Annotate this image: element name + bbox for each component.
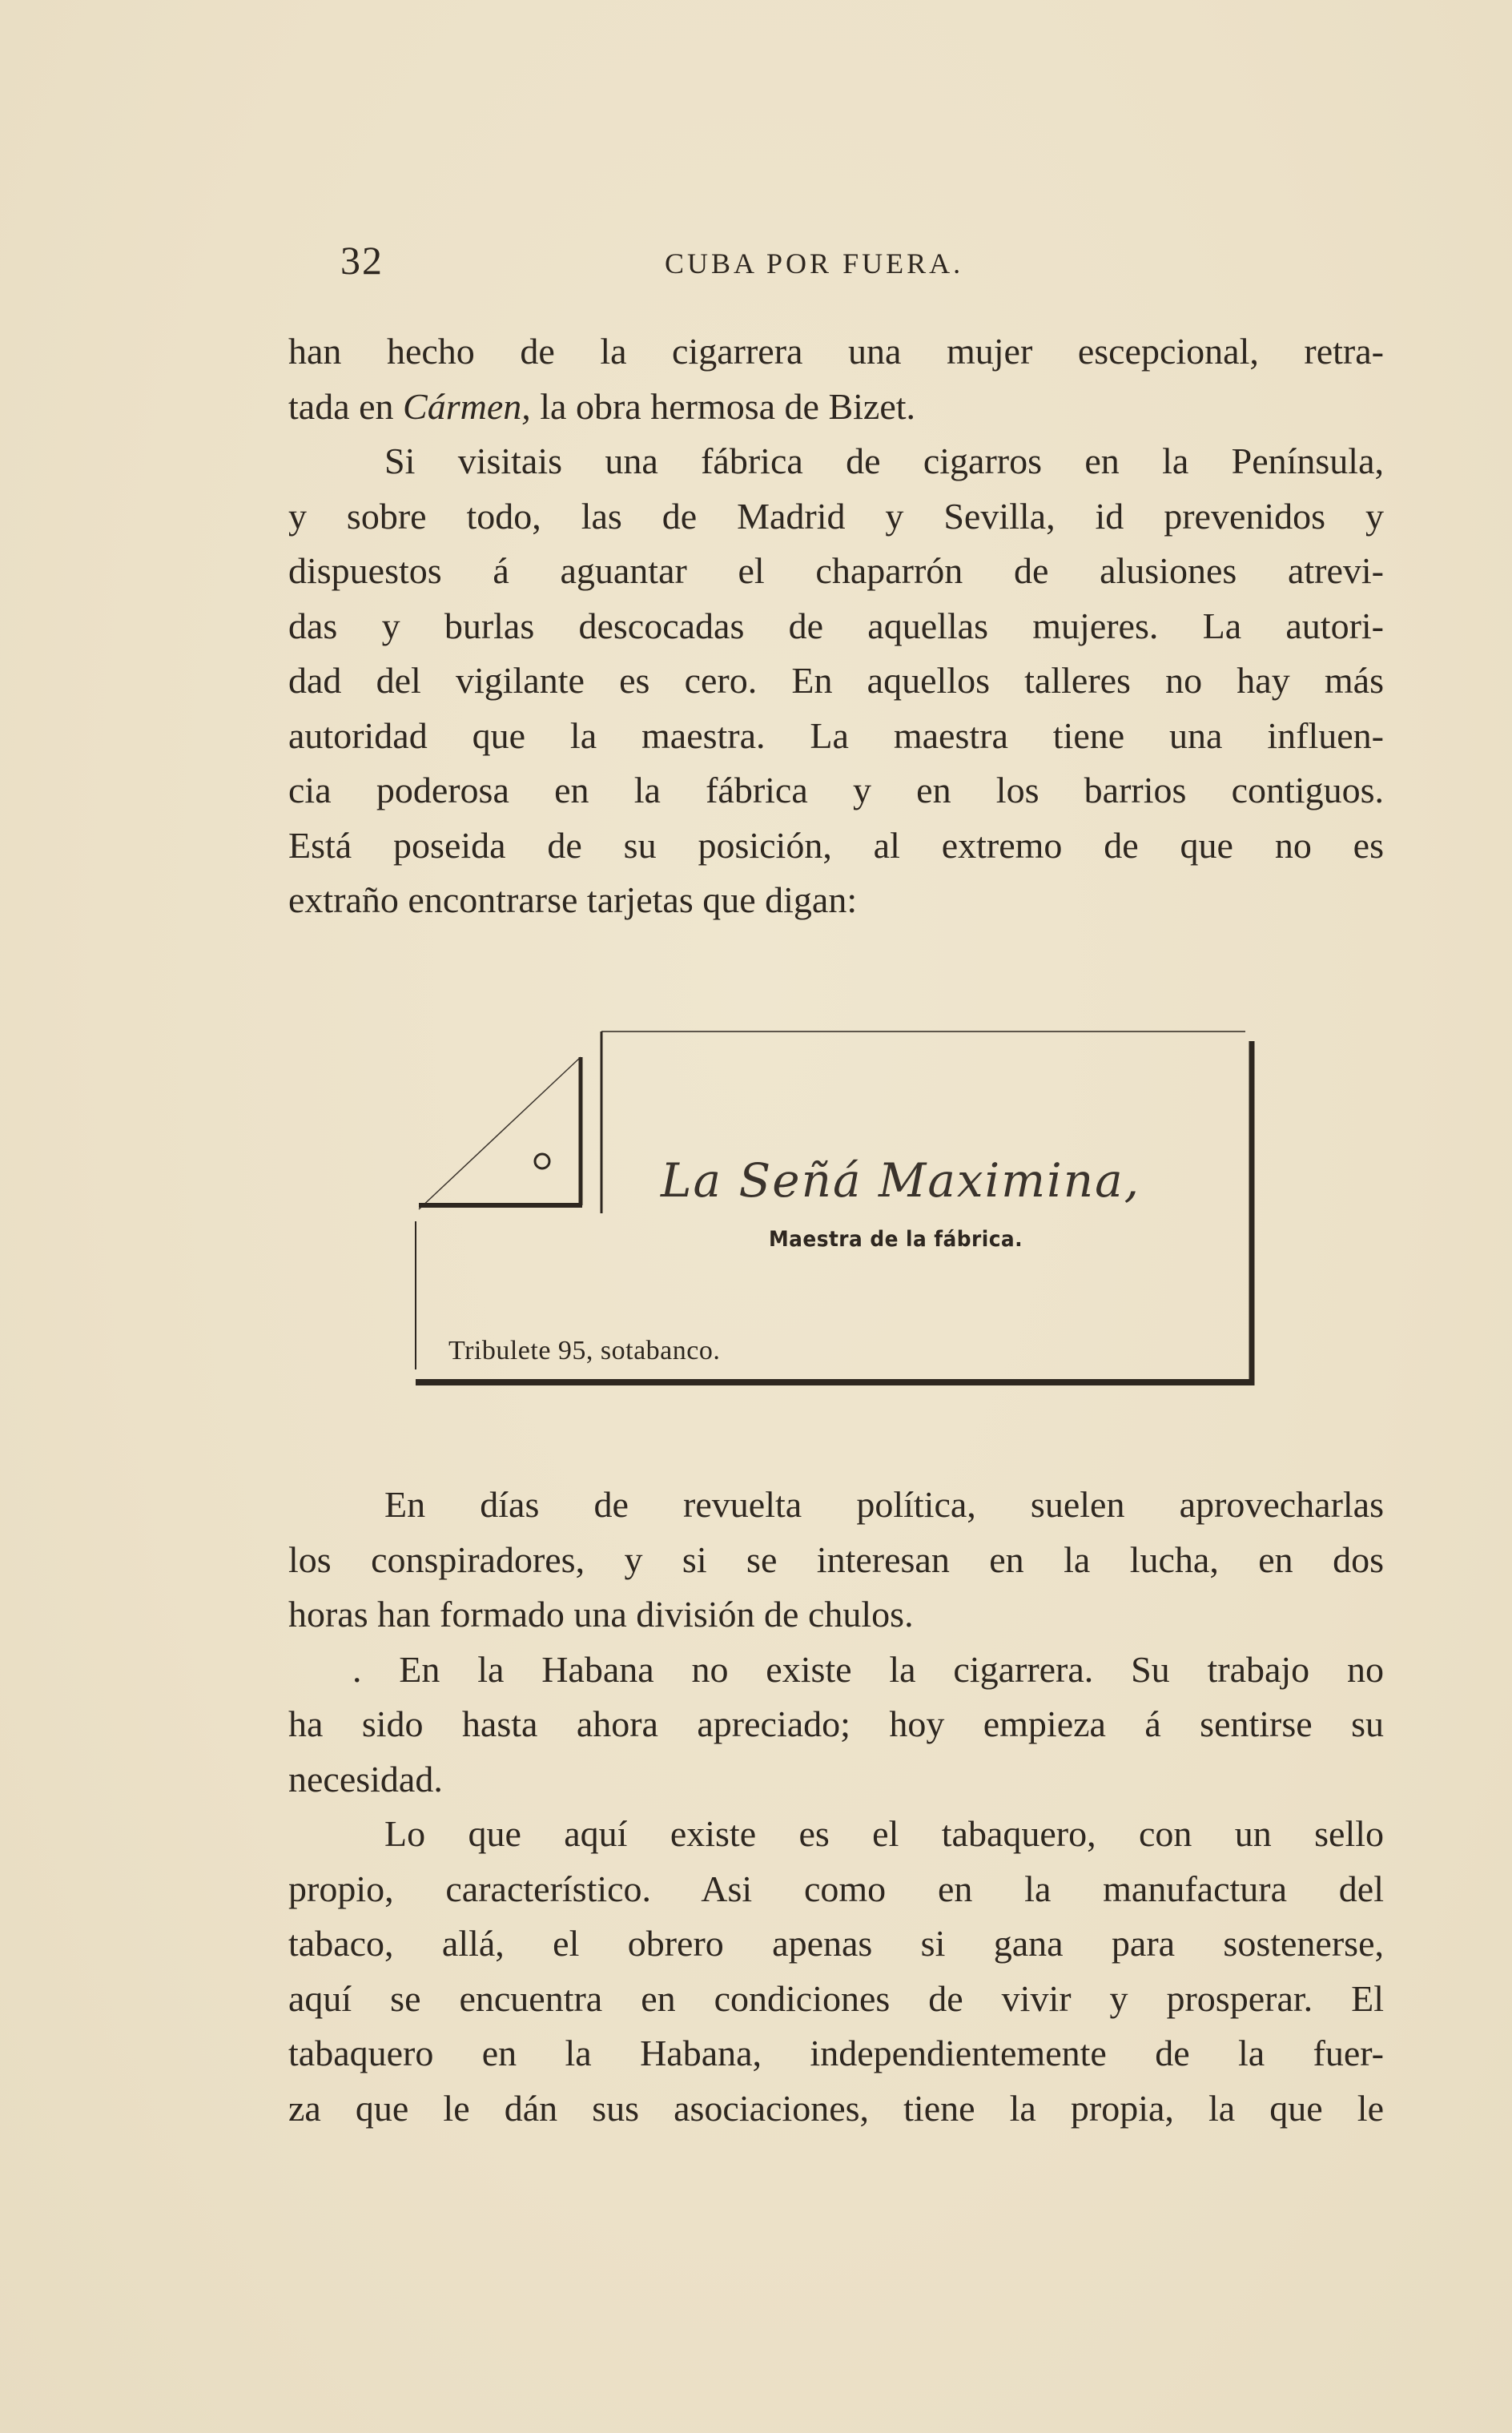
text-line: aquí se encuentra en condiciones de vivir y prosperar. El	[288, 1977, 1384, 2019]
card-name: La Señá Maximina,	[661, 1153, 1141, 1208]
running-head: CUBA POR FUERA.	[665, 247, 964, 279]
text-line: Si visitais una fábrica de cigarros en la Península,	[384, 440, 1384, 481]
text-line: han hecho de la cigarrera una mujer escepcional, retra-	[288, 331, 1384, 372]
text-line-end: la obra hermosa de Bizet.	[530, 385, 916, 427]
text-line: dispuestos á aguantar el chaparrón de alusiones atrevi-	[288, 550, 1384, 591]
text-line: cia poderosa en la fábrica y en los barrios contiguos.	[288, 770, 1384, 810]
text-line: tabaco, allá, el obrero apenas si gana para sostenerse,	[288, 1923, 1384, 1964]
text-line: das y burlas descocadas de aquellas mujeres. La autori-	[288, 605, 1384, 646]
text-line: Lo que aquí existe es el tabaquero, con un sello	[384, 1813, 1384, 1854]
text-line: . En la Habana no existe la cigarrera. Su trabajo no	[352, 1648, 1384, 1690]
card-fold-line	[419, 1057, 581, 1209]
page-header	[340, 237, 1381, 285]
card-title: Maestra de la fábrica.	[769, 1227, 1023, 1252]
text-line: En días de revuelta política, suelen aprovecharlas	[384, 1484, 1384, 1525]
text-line: autoridad que la maestra. La maestra tiene una influen-	[288, 714, 1384, 756]
text-line-start: tada en	[288, 385, 404, 427]
paragraph-bottom	[288, 1478, 1384, 2136]
text-line: los conspiradores, y si se interesan en la lucha, en dos	[288, 1538, 1384, 1580]
opera-title: Cármen,	[403, 385, 531, 427]
text-line: dad del vigilante es cero. En aquellos talleres no hay más	[288, 660, 1384, 701]
paragraph-top	[288, 324, 1384, 928]
business-card	[412, 1025, 1261, 1389]
text-line: Está poseida de su posición, al extremo de que no es	[288, 824, 1384, 866]
page-number: 32	[340, 238, 384, 283]
card-corner-mark	[535, 1154, 549, 1168]
text-line: tabaquero en la Habana, independientemente de la fuer-	[288, 2033, 1384, 2073]
text-line: ha sido hasta ahora apreciado; hoy empieza á sentirse su	[288, 1703, 1384, 1744]
text-line	[288, 380, 1384, 435]
text-line: propio, característico. Asi como en la manufactura del	[288, 1868, 1384, 1909]
card-address: Tribulete 95, sotabanco.	[448, 1336, 721, 1365]
text-line: za que le dán sus asociaciones, tiene la propia, la que le	[288, 2087, 1384, 2129]
text-line: horas han formado una división de chulos.	[288, 1594, 914, 1635]
text-line: necesidad.	[288, 1758, 443, 1800]
text-line: extraño encontrarse tarjetas que digan:	[288, 879, 858, 920]
text-line: y sobre todo, las de Madrid y Sevilla, id prevenidos y	[288, 495, 1384, 537]
